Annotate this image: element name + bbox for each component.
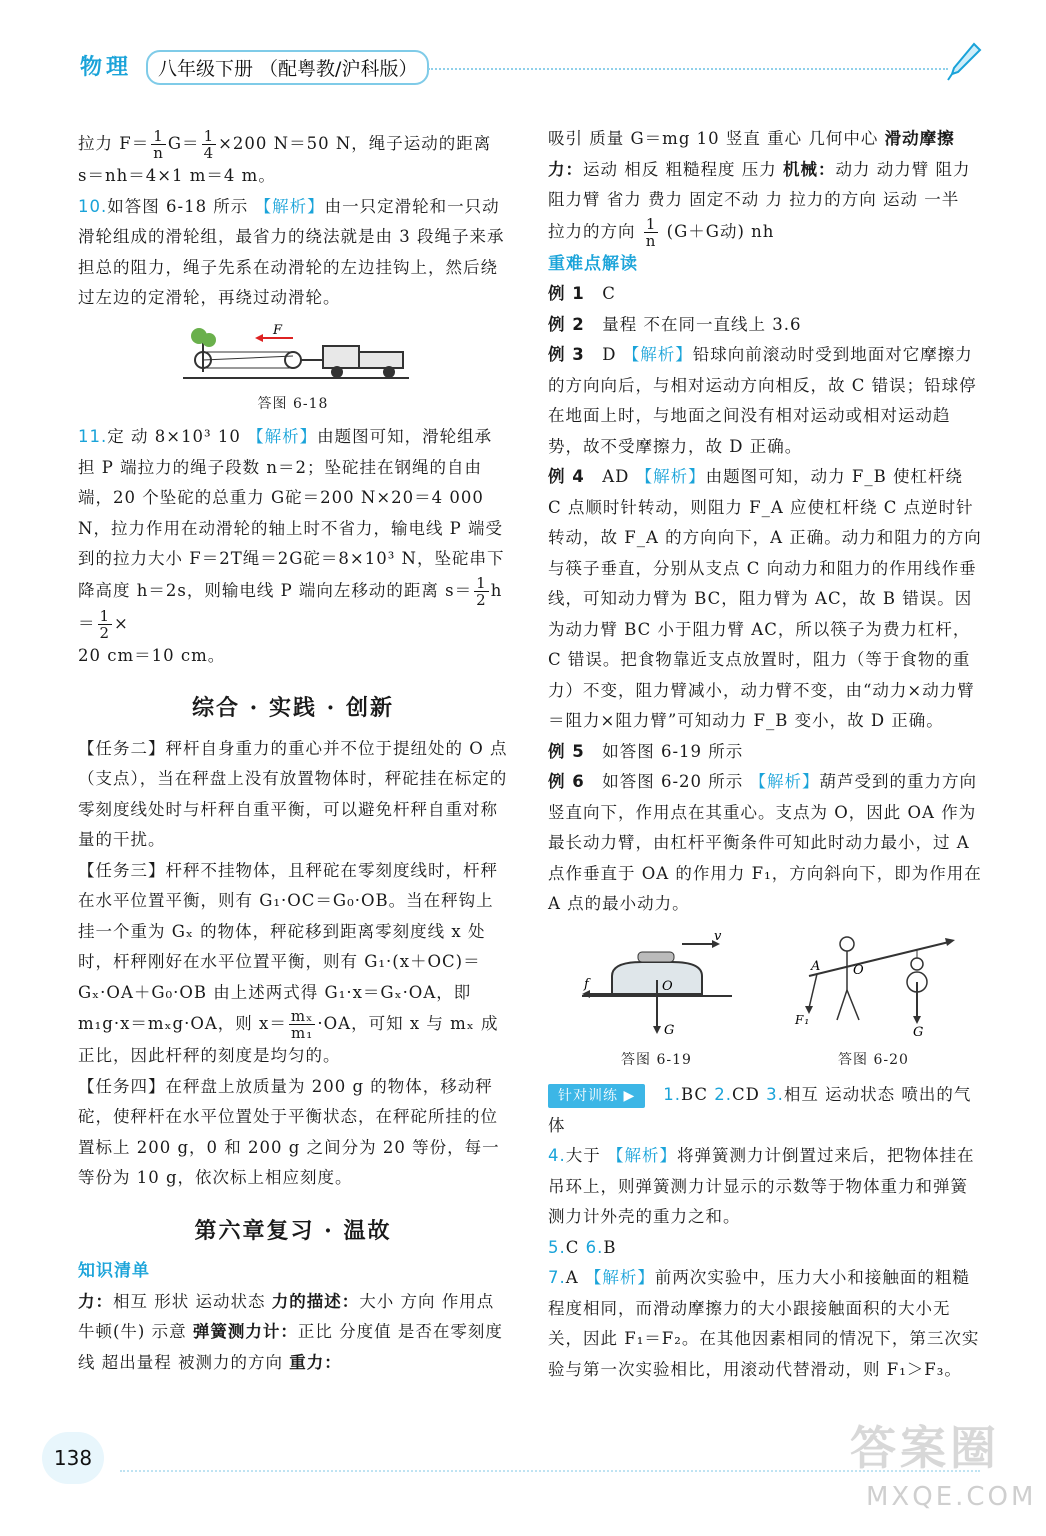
task-4: 【任务四】在秤盘上放质量为 200 g 的物体，移动秤砣，使秤杆在水平位置处于平衡状态，在秤砣所挂的位置标上 200 g，0 和 200 g 之间分为 20 等份，每一等份为 10 g，依次标上相应刻度。 [78, 1076, 500, 1187]
svg-text:f: f [583, 976, 590, 992]
watermark-logo: 答案圈 [850, 1421, 1000, 1475]
left-column [78, 128, 508, 1378]
svg-text:O: O [661, 978, 674, 994]
lever-gourd-diagram [789, 930, 959, 1040]
grade-label: 八年级下册 （配粤教/沪科版） [146, 50, 429, 85]
section-heading-review: 第六章复习 · 温故 [194, 1217, 392, 1244]
answer-10: 10.如答图 6-18 所示 【解析】由一只定滑轮和一只动滑轮组成的滑轮组，最省力的绕法就是由 3 段绳子来承担总的阻力，绳子先系在动滑轮的左边挂钩上，然后绕过左边的定滑轮，再绕过动滑轮。 [78, 196, 505, 307]
example-3: 例 3 D 【解析】铅球向前滚动时受到地面对它摩擦力的方向向后，与相对运动方向相反，故 C 错误；铅球停在地面上时，与地面之间没有相对运动或相对运动趋势，故不受摩擦力，故 D 正确。 [548, 345, 977, 456]
figure-caption: 答图 6-18 [257, 396, 329, 412]
example-4: 例 4 AD 【解析】由题图可知，动力 F_B 使杠杆绕 C 点顺时针转动，则阻力 F_A 应使杠杆绕 C 点逆时针转动，故 F_A 的方向向下，A 正确。动力和阻力的方向与筷子垂直，分别从支点 C 向动力和阻力的作用线作垂线，可知动力臂为 BC，阻力臂为 AC，故 B 错误。因为动力臂 BC 小于阻力臂 AC，所以筷子为费力杠杆，C 错误。把食物靠近支点放置时，阻力（等于食物的重力）不变，阻力臂减小，动力臂不变，由“动力×动力臂＝阻力×阻力臂”可知动力 F_B 变小，故 D 正确。 [548, 467, 982, 730]
subject-title: 物理 [80, 55, 133, 80]
figure-6-18 [78, 322, 508, 415]
svg-text:F: F [273, 322, 284, 338]
figure-6-20 [789, 930, 959, 1071]
section-heading-practice: 综合 · 实践 · 创新 [192, 695, 394, 721]
figure-6-19 [572, 930, 742, 1071]
fraction: $\frac{1}{2}$ [99, 606, 111, 642]
example-1: 例 1 C [548, 284, 616, 303]
fraction: $\frac{1}{2}$ [476, 573, 487, 609]
figure-caption: 答图 6-20 [838, 1052, 909, 1068]
curling-stone-diagram [572, 930, 742, 1040]
svg-text:v: v [713, 929, 722, 944]
svg-text:A: A [810, 958, 821, 974]
knowledge-list-cont: 吸引 质量 G＝mg 10 竖直 重心 几何中心 滑动摩擦力：运动 相反 粗糙程度 压力 机械：动力 动力臂 阻力 阻力臂 省力 费力 固定不动 力 拉力的方向 运动 一半 拉力的方向 $\frac{1}{n}$ (G＋G动) nh [548, 129, 971, 250]
answer-9-cont: 拉力 F＝ $\frac{1}{n}$ G＝ $\frac{1}{4}$ ×200 N＝50 N，绳子运动的距离 [78, 127, 492, 162]
answer-9-line2: s＝nh＝4×1 m＝4 m。 [78, 166, 276, 185]
pen-icon [944, 40, 984, 84]
task-3: 【任务三】杆秤不挂物体，且秤砣在零刻度线时，杆秤在水平位置平衡，则有 G₁·OC＝G₀·OB。当在秤钩上挂一个重为 Gₓ 的物体，秤砣移到距离零刻度线 x 处时，杆秤刚好在水平位置平衡，则有 G₁·(x＋OC)＝Gₓ·OA＋G₀·OB 由上述两式得 G₁·x＝Gₓ·OA，即 m₁g·x＝mₓg·OA，则 x＝ $\frac{\text{mₓ}}{\text{m₁}}$ ·OA，可知 x 与 mₓ 成正比，因此杆秤的刻度是均匀的。 [78, 860, 499, 1065]
figures-6-19-6-20 [548, 930, 982, 1071]
svg-text:O: O [852, 962, 865, 978]
task-2: 【任务二】秤杆自身重力的重心并不位于提纽处的 O 点（支点），当在秤盘上没有放置物体时，秤砣挂在标定的零刻度线处时与杆秤自重平衡，可以避免杆秤自重对称量的干扰。 [78, 738, 508, 849]
training-answers: 针对训练 ▶ 1.BC 2.CD 3.相互 运动状态 喷出的气体 [548, 1085, 972, 1135]
figure-caption: 答图 6-19 [621, 1052, 692, 1068]
knowledge-list-heading: 知识清单 [78, 1261, 150, 1281]
fraction: $\frac{1}{n}$ [645, 214, 657, 250]
example-6: 例 6 如答图 6-20 所示 【解析】葫芦受到的重力方向竖直向下，作用点在其重心。支点为 O，因此 OA 作为最长动力臂，由杠杆平衡条件可知此时动力最小，过 A 点作垂直于 OA 的作用力 F₁，方向斜向下，即为作用在 A 点的最小动力。 [548, 772, 982, 913]
svg-text:G: G [663, 1022, 675, 1038]
header-divider [428, 68, 948, 70]
example-2: 例 2 量程 不在同一直线上 3.6 [548, 314, 802, 334]
pulley-truck-diagram [173, 322, 413, 384]
svg-text:F₁: F₁ [794, 1012, 810, 1027]
page-header [0, 0, 1046, 95]
key-points-heading: 重难点解读 [548, 253, 638, 274]
training-badge: 针对训练 ▶ [548, 1084, 645, 1108]
training-4: 4.大于 【解析】将弹簧测力计倒置过来后，把物体挂在吊环上，则弹簧测力计显示的示数等于物体重力和弹簧测力计外壳的重力之和。 [548, 1146, 975, 1226]
right-column [548, 124, 982, 1385]
svg-text:G: G [912, 1024, 924, 1040]
page-number: 138 [42, 1432, 104, 1484]
training-5-6: 5.C 6.B [548, 1237, 617, 1257]
example-5: 例 5 如答图 6-19 所示 [548, 741, 744, 761]
fraction: $\frac{1}{4}$ [203, 127, 215, 162]
answer-11-end: 20 cm＝10 cm。 [78, 645, 226, 665]
fraction: $\frac{\text{mₓ}}{\text{m₁}}$ [290, 1007, 314, 1042]
knowledge-list: 力：相互 形状 运动状态 力的描述：大小 方向 作用点 牛顿(牛) 示意 弹簧测力计：正比 分度值 是否在零刻度线 超出量程 被测力的方向 重力： [78, 1291, 503, 1372]
training-7: 7.A 【解析】前两次实验中，压力大小和接触面的粗糙程度相同，而滑动摩擦力的大小跟接触面积的大小无关，因此 F₁＝F₂。在其他因素相同的情况下，第三次实验与第一次实验相比，用滚动代替滑动，则 F₁＞F₃。 [548, 1268, 980, 1379]
fraction: $\frac{1}{n}$ [153, 127, 164, 162]
watermark-url: MXQE.COM [866, 1482, 1037, 1512]
answer-11: 11.定 动 8×10³ 10 【解析】由题图可知，滑轮组承担 P 端拉力的绳子段数 n＝2；坠砣挂在钢绳的自由端，20 个坠砣的总重力 G砣＝200 N×20＝4 000 N，拉力作用在动滑轮的轴上时不省力，输电线 P 端受到的拉力大小 F＝2T绳＝2G砣＝8×10³ N，坠砣串下降高度 h＝2s，则输电线 P 端向左移动的距离 s＝ $\frac{1}{2}$ h＝ $\frac{1}{2}$ × [78, 427, 505, 642]
